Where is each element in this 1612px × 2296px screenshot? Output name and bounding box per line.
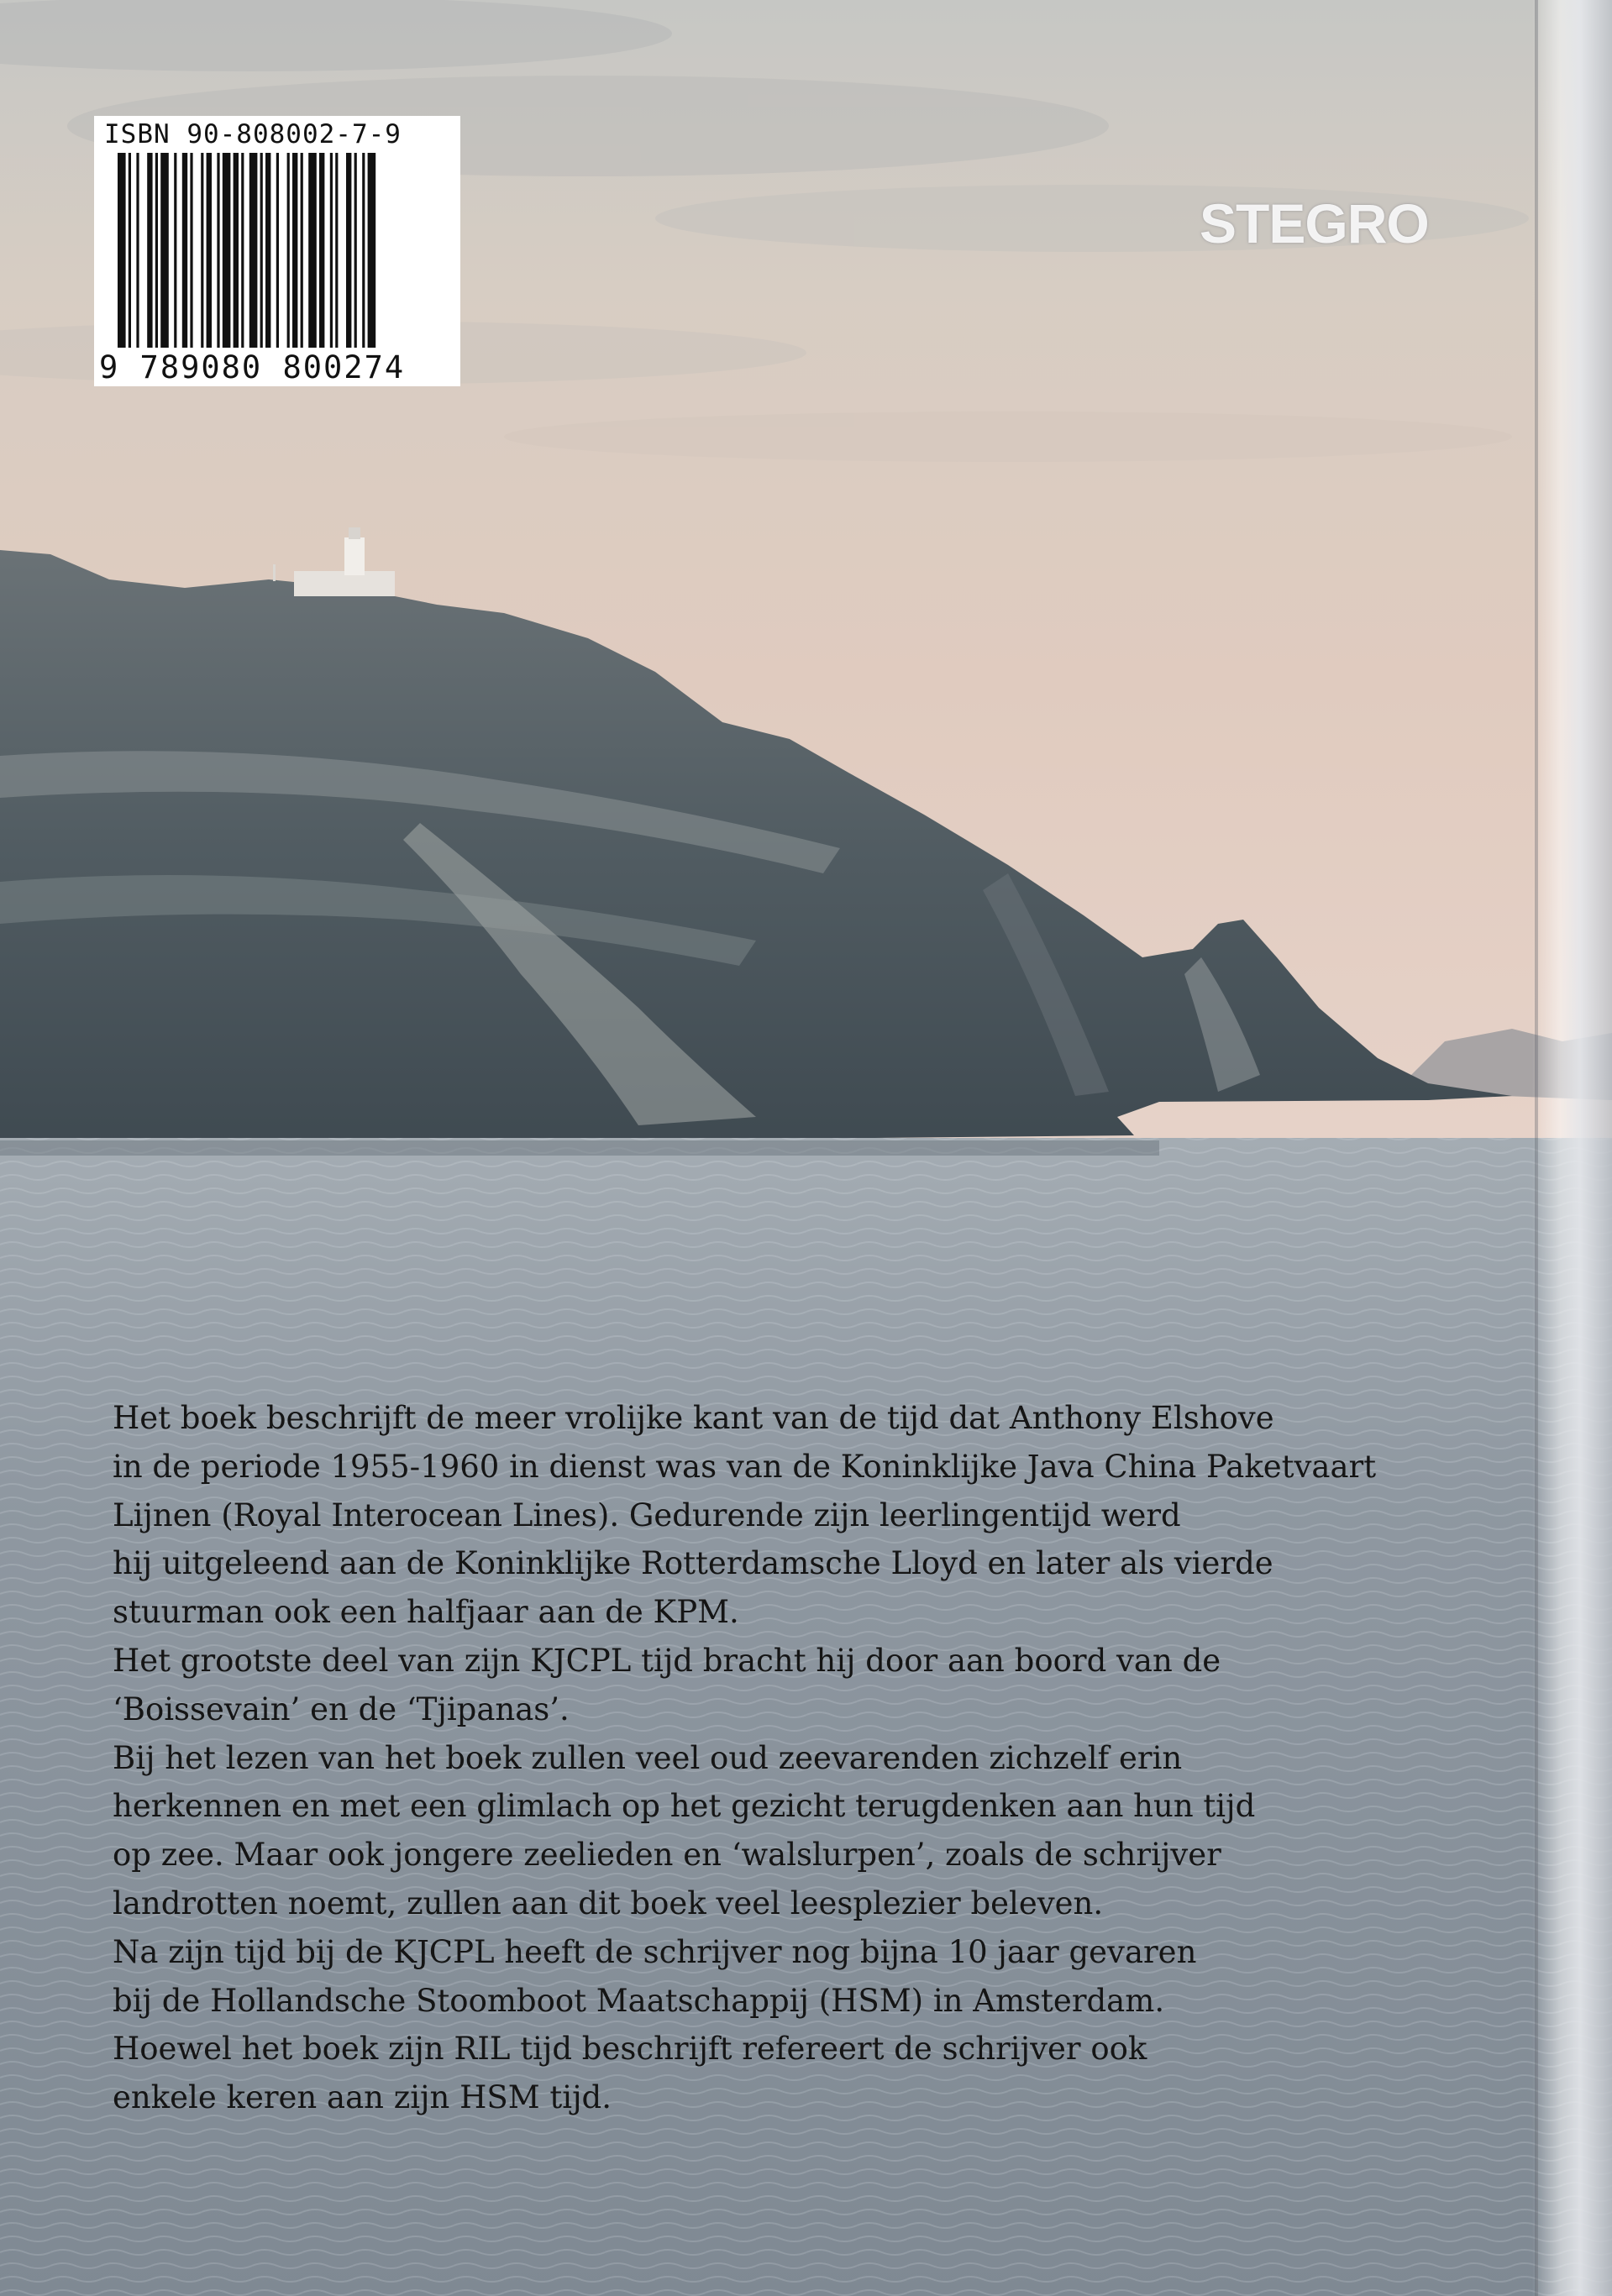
publisher-logo: STEGRO (1200, 192, 1429, 254)
blurb-line: stuurman ook een halfjaar aan de KPM. (113, 1594, 739, 1631)
shoreline-reflection (0, 1140, 1159, 1156)
blurb-line: Na zijn tijd bij de KJCPL heeft de schrijver nog bijna 10 jaar gevaren (113, 1933, 1197, 1970)
spine-edge (1532, 0, 1612, 2296)
blurb-line: ‘Boissevain’ en de ‘Tjipanas’. (113, 1691, 570, 1727)
blurb-line: Het grootste deel van zijn KJCPL tijd bracht hij door aan boord van de (113, 1642, 1221, 1679)
blurb-line: op zee. Maar ook jongere zeelieden en ‘walslurpen’, zoals de schrijver (113, 1837, 1221, 1874)
blurb-line: Bij het lezen van het boek zullen veel oud zeevarenden zichzelf erin (113, 1739, 1183, 1776)
ean-number: 9 789080 800274 (99, 349, 406, 385)
blurb-line: hij uitgeleend aan de Koninklijke Rotterdamsche Lloyd en later als vierde (113, 1545, 1273, 1582)
blurb-line: in de periode 1955-1960 in dienst was van de Koninklijke Java China Paketvaart (113, 1448, 1377, 1485)
isbn-label: ISBN 90-808002-7-9 (104, 119, 402, 149)
blurb-line: Het boek beschrijft de meer vrolijke kant van de tijd dat Anthony Elshove (113, 1400, 1274, 1436)
book-blurb (113, 1394, 1490, 2122)
blurb-line: herkennen en met een glimlach op het gezicht terugdenken aan hun tijd (113, 1788, 1256, 1825)
blurb-line: bij de Hollandsche Stoomboot Maatschappij (HSM) in Amsterdam. (113, 1982, 1165, 2019)
barcode-sticker (94, 116, 460, 386)
blurb-line: enkele keren aan zijn HSM tijd. (113, 2079, 612, 2116)
barcode-bars (118, 153, 454, 348)
blurb-line: Hoewel het boek zijn RIL tijd beschrijft refereert de schrijver ook (113, 2031, 1147, 2068)
blurb-line: Lijnen (Royal Interocean Lines). Gedurende zijn leerlingentijd werd (113, 1497, 1181, 1533)
blurb-line: landrotten noemt, zullen aan dit boek veel leesplezier beleven. (113, 1885, 1104, 1921)
